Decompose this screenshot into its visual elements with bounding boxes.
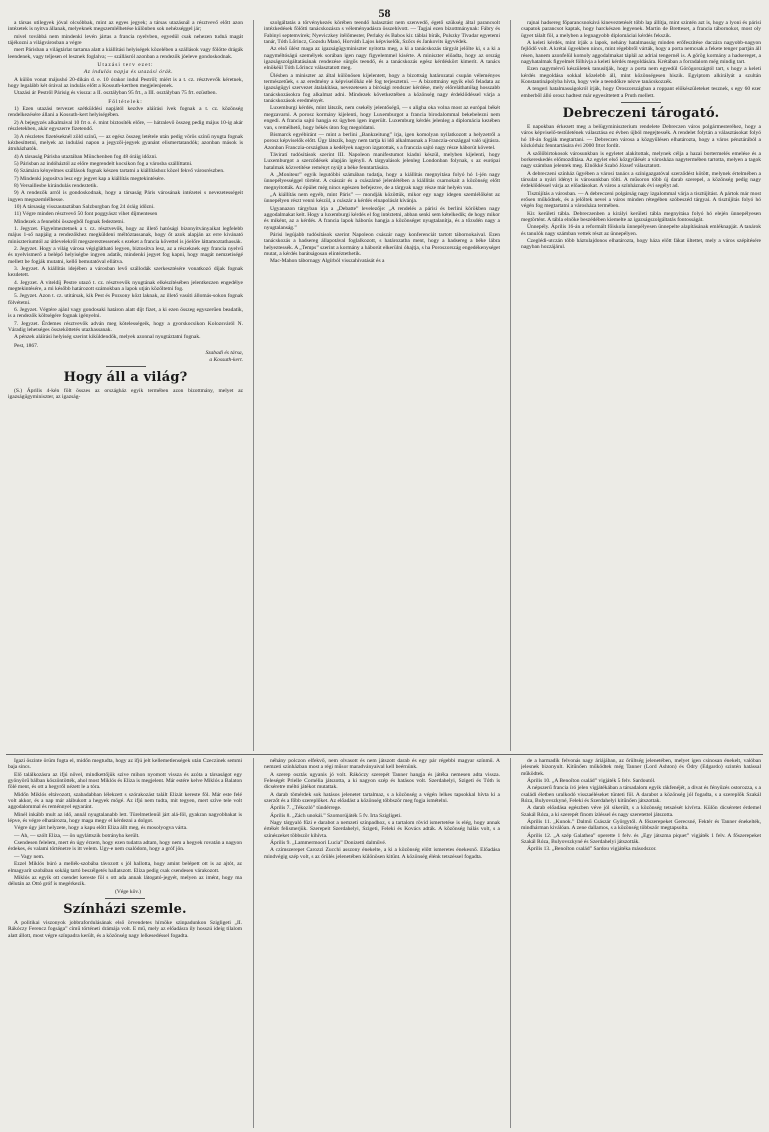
article-title: Debreczeni tárogató. (562, 106, 720, 122)
section-divider (6, 754, 763, 755)
paragraph: A debreczeni színház ügyében a városi tanács a színigazgatóval szerződést kötött, melynek értelmében a társulat a nyári idényt is városunkban tölti. A műsoron több új darab szerepel, a közönség pedig nagy érdeklődéssel várja az előadásokat. A város a színháznak évi segélyt ad. (521, 170, 761, 190)
continued-note: (Vége köv.) (115, 888, 141, 895)
paragraph: A külön vonat májushó 20-dikán d. e. 10 órakor indul Pestről; miért is a t. cz. résztvevők kéretnek, hogy legalább két órával az indulás előtt a Kossuth-kertben megjelenjenek. (8, 76, 243, 90)
condition-item: 5) Párisban az indóháztól az előre megrendelt kocsikon fog a városba szállíttatni. (14, 160, 193, 167)
paragraph: A „Moniteur” egyik legutóbbi számában tudatja, hogy a kiállítás megnyitása folyó hó 1-jén nagy ünnepélyességgel történt. A császár és a császárné jelenlétében a kiállítás csarnokait a közönség előtt megnyitották. Az épület még nincs egészen befejezve, de a tárgyak nagy része már helyén van. (264, 171, 500, 191)
paragraph: Mindezek a fennebbi összegből fognak fedeztetni. (14, 218, 125, 225)
paragraph: mert Párisban a világtárlat tartama alatt a kiállítási helyiségek közelében a szállások vagy fölötte drágák leendenek, vagy teljesen el lesznek foglalva; — szállásról azonban a rendezők jóeleve gondoskodnak. (8, 47, 243, 60)
performance-heading: Április 12. „A szép Galathea” operette 1 felv. és „Egy játszma piquet” vigjáték 1 felv. A főszerepeket Szakál Róza, Bulyovszkyné és Szerdahelyi játszották. (521, 832, 761, 846)
paragraph: mivel továbbá nem mindenki levén jártas a francia nyelvben, egyedül csak nehezen tudná magát tájékozni a világvárosban a végre (8, 33, 243, 47)
paragraph: Minél inkább mult az idő, annál nyugtalanabb lett. Türelmetlenül járt alá-föl, gyakran nagyobbakat is lépve, és végre elhatározta, hogy maga megy el kérdezni a dolgot. (8, 811, 242, 825)
divider (621, 102, 661, 103)
page-number: 58 (378, 6, 391, 20)
note: 1. Jegyzet. Figyelmeztetnek a t. cz. résztvevők, hogy az illető hatósági bizonyítványaikat legfelebb május 1-ső napjáig a rendezőkhez megküldeni méltóztassanak, hogy őt azok alapján az erre kivánató miniszteriumtól az útlevelekről megszereztessenek s ezeket a francia követtel is jóelőre láttamoztathassák. (8, 225, 243, 245)
performance-heading: Április 13. „Benoîton család” Sardou vigjátéka másodszor. (527, 846, 657, 853)
performance-heading: Április 8. „Zách unokái.” Szomorújáték 5 fv. Irta Szigligeti. (270, 812, 402, 819)
paragraph: Az első ülést maga az igazságügyminiszter nyitotta meg, a ki a tanácskozás tárgyát jelölte ki, s a ki a nagyméltóságú személyek sorában igen nagy figyelemmel kisérte. A miniszter előadta, hogy az ország igazságszolgáltatásának rendezése sürgős teendő, és a tanácskozás egész kérdéskört kimerít. A tanács elnökéül Tóth Lőrincz választatott meg. (264, 46, 500, 72)
paragraph: Ezen nagymérvű készületek tanusítják, hogy a porta nem egyedül Görögországtól tart, s hogy a keleti kérdés megoldása sokkal közelebb áll, mint közönségesen hiszik. Egyiptom alkirályát a szultán Konstantinápolyba hívta, hogy vele a teendőkre nézve tanácskozzék. (521, 66, 761, 86)
paragraph: Párisi legújabb tudósítások szerint Napoleon császár nagy konferenciát tartott tábornokaival. Ezen tanácskozás a hadsereg állapotával foglalkozott, s határozatba ment, hogy a hadsereg a béke lábra helyeztessék. A „Temps” szerint a kormány a háborút elkerülni óhajtja, s ha Poroszország engedékenységet mutat, a kérdés barátságosan elintéztethetik. (264, 232, 500, 258)
divider (105, 898, 145, 899)
signature: Szabadi és társa, (205, 350, 243, 357)
paragraph: Luxemburgi kérdés, mint látszik, nem csekély jelentőségű, — s aligha oka volna most az európai békét megzavarni. A porosz kormány kijelenti, hogy Luxemburgot a francia birodalommal bekebelezni nem engedi. A francia sajtó hangja ez ügyben igen ingerült. Luxemburg kérdés jelenleg a diplomácia kezében van, s remélhető, hogy békés úton fog megoldatni. (264, 105, 500, 131)
paragraph: A politikai viszonyok jobbrafordulásának első örvendetes hírnöke szinpadunkon Szigligeti „II. Rákóczy Ferencz fogsága” című történeti drámája volt. E mű, mely az előadásra ily hosszú ideig tilalom alatt állott, most végre színpadra került, és a közönség nagy lelkesedéssel fogadta. (8, 919, 242, 939)
section-subheading: Az indulás napja és utazási órák. (83, 69, 174, 76)
paragraph: Miklós az egyik ott csendet kereste föl s ott ada annak látogató-jegyét, melyen az imént, hogy ma délután az Ottó gróf is megérkezik. (8, 874, 242, 888)
paragraph: Végre úgy járt helyzete, hogy a kapu előtt Eliza állt meg, és mosolyogva várta. (14, 825, 188, 832)
paragraph: A tengeri hatalmasságokról írják, hogy Oroszországban a roppant előkészületeket tesznek, s egy 60 ezer emberből álló orosz hadtest már egyesíttetett a Pruth mellett. (521, 86, 761, 99)
paragraph: de a harmadik felvonás nagy áriájában, az őrültség jelenetében, melyet igen csinosan énekelt, valóban jelesnek bizonyult. Kitűnően működtek még Tanner (Lord Ashton) és Ódry (Edgardo) szintén hatással működtek. (521, 758, 761, 777)
column-divider (510, 20, 511, 751)
paragraph: A pénzek aláírási helyiség szerint kiküldendők, melyek azonnal nyugtáztatni fognak. (14, 334, 201, 341)
condition-item: 1) Ezen utazási tervezet szétküldési napjától kezdve aláírási ívek fognak a t. cz. közönség rendelkezésére állani a Kossuth-kert helyiségében. (8, 106, 243, 119)
article-title: Színházi szemle. (63, 901, 187, 917)
paragraph: A czímszerepet Carozzi Zucchi asszony énekelte, a ki a közönség előtt ismeretes énekesnő. Előadása mindvégig szép volt, s az őrülés jelenetében különösen kitűnt. A közönség élénk tetszéssel fogadta. (264, 847, 500, 860)
paragraph: A darab előadása egészben véve jól sikerült, s a közönség tetszését kivívta. Külön dicséretet érdemel Szakál Róza, a ki szerepét finom ízléssel és nagy szeretettel játszotta. (521, 805, 761, 818)
condition-item: 11) Végre minden résztvevő 50 font poggyászt vihet díjmentesen (14, 211, 158, 218)
column-bottom-middle (264, 758, 500, 1128)
note: 2. Jegyzet. Hogy a világ városa végiglátható legyen, biztosítva lesz, az a részeknek egy francia nyelvű és nyelvismerő a belépő helyiségbe ingyen adatik, mindenki jegyet fog kapni, hogy magát nemzetiségé mellett be fogják mutatni, kellő bemutatóval ellátva. (8, 246, 243, 265)
condition-item: 10) A társaság visszautaztában Salzburgban fog 24 óráig időzni. (14, 203, 155, 210)
place-date: Pest, 1867. (14, 342, 39, 349)
performance-heading: Április 7. „Tékozló” tündérrege. (270, 805, 342, 812)
column-divider (253, 758, 254, 1128)
paragraph: Utazási ár Pestről Párisig és vissza: a II. osztályban 95 frt., a III. osztályban 75 frt. ezüstben. (14, 90, 217, 97)
condition-item: 3) A részletes fizetéseknél zöld színű, — az egész összeg letétele után pedig vörös színű nyugta fognak kézbesíttetni, melyek az indulási napon a jegyzői-jegyek gyanánt elismertatandók; azonban mások is átruházhatók. (8, 133, 243, 153)
section-heading: Föltételek: (108, 98, 143, 105)
paragraph: A szőlőbirtokosok városunkban is egyletet alakítottak, melynek célja a hazai bortermelés emelése és a borkereskedés előmozdítása. Az egylet első közgyűlését a városháza nagytermében tartotta, melyen a tagok nagy számban jelentek meg. Elnökké Szabó József választatott. (521, 150, 761, 170)
performance-heading: Április 11. „Kunok.” Dalmű Császár Györgytől. A főszerepeket Gerecsné, Fektér és Tanner énekelték, mindhárman kiválóan. A zene dallamos, s a közönség többször megtapsolta. (521, 819, 761, 832)
paragraph: Elő találkozásra az ifjú nővel, mindkettőjük szive mihon nyomott vissza és azóta a társaságot egy gyönyörű bálban köszöntötték, ahol most Miklós és Eliza is megjelent. Már estére kelve Miklós a Balaton fölé ment, és ott a hegyről nézett le a tóra. (8, 771, 242, 791)
paragraph: Midőn Miklós eltávozott, szabadabban lélekzett s szórakozást talált Elizát kereste föl. Már este felé volt akkor, és a nap már alábukott a hegyek mögé. Az ifjú nem tudta, mit tegyen, mert szíve tele volt aggodalommal és reménnyel egyaránt. (8, 791, 242, 811)
condition-item: 8) Versaillesbe kirándulás rendeztetik. (14, 182, 98, 189)
note: 4. Jegyzet. A viteldíj Pestre utazó t. cz. résztvevők nyugtának elkészítésében jelentkezzen engedélye megtekintésére, a mi később határozott számokban a lapok utján közöltetni fog. (8, 279, 243, 293)
column-bottom-right (521, 758, 761, 1128)
paragraph: A keleti kérdés, mint írják a lapok, nehány hatalmasság minden erőfeszítése daczára nagyobb-nagyon fejlődő volt. A krétai ügyekben nincs, mint régebbről várták, hogy a porta nemcsak a fekete tenger partján áll résen, hanem azonfelül komoly aggodalmakat táplál az adriai tengernél is. A görög kormány a hadsereget, a nagyhatalmak figyelmét fölhívja a keleti kérdés megoldására. Krétában a forradalom még mindig tart. (521, 40, 761, 66)
column-bottom-left (8, 758, 242, 1128)
paragraph: — Vagy nem. (14, 853, 45, 860)
signature: a Kossuth-kert. (209, 356, 243, 363)
section-heading: Utazási terv ezet: (97, 62, 154, 69)
condition-item: 7) Mindenki jogosítva lesz egy jegyet kap a kiállítás megtekintésére. (14, 175, 165, 182)
condition-item: 6) Számára kényelmes szállások fognak készen tartatni a kiállításhoz közel fekvő városrészben. (14, 168, 225, 175)
paragraph: Ezzel Miklós búró a mellék-szobába távozott s jól hallotta, hogy amint belépett ott is az ajtót, az elmagyarít szobában sokáig tartó beszélgetés hallatszott. Eliza pedig csak csendesen várakozott. (8, 861, 242, 874)
paragraph: — Ah, — szólt Eliza, — ön ugyláttszik botrányba került. (14, 832, 140, 839)
performance-heading: Április 10. „A Benoîton család” vigjáték 5 felv. Sardoutól. (527, 778, 656, 785)
paragraph: A népszerű francia író jelen vigjátékában a társadalom egyik rákfenéjét, a divat és fényűzés ostorozza, s a családi életben uralkodó visszaéléseket tünteti föl. A darabot a közönség jól fogadta, s a szereplők Szakál Róza, Bulyovszkyné, Feleki és Szerdahelyi kitűnően játszottak. (521, 785, 761, 805)
paragraph: Csendesen felelem, mert én úgy érzem, hogy ezen tudatra adtam, hogy nem a hegyek rovatán a nagyon érdekes, és valami történetre is itt velem. Ugy-e nem csalódom, hogy a gróf jön. (8, 840, 242, 853)
paragraph: Bismarck egyébiránt — mint a berlini „Bankzeitung” irja, igen komolyan nyilatkozott a helyzetről a porosz képviselők előtt. Úgy látszik, hogy nem tartja ki idő alkalmasnak a Franczia-országgal való ujjtásra. Azonban Franczia-országban a kedélyek nagyon izgatottak, s a franczia sajtó nagy része háborút követel. (264, 131, 500, 151)
note: 5. Jegyzet. Azon t. cz. utitársak, kik Pest és Pozsony közt laknak, az illető vasúti állomás-sokon fognak fölvétetni. (8, 293, 243, 306)
paragraph: (S.) Április 4-kén fölt összes az országház egyik termében azon bizottmány, melyet az igazságügyminiszter, az igazság- (8, 387, 243, 401)
note: 6. Jegyzet. Végtére ajánl vagy gondosaki határon alatt díjt fizet, a ki ezen összeg egyszerűen beadatik, is a rendezők költségére fognak igényelni. (8, 307, 243, 320)
article-title: Hogy áll a világ? (63, 369, 188, 385)
divider (106, 366, 146, 367)
condition-item: 4) A társaság Párisba utaztában Münchenben fog 48 óráig időzni. (14, 153, 158, 160)
paragraph: rajnai hadsereg főparancsnokává kineveztetését több lap állítja, mint szintén azt is, hogy a lyoni és párisi csapatok parancsot kaptak, hogy harckészen legyenek. Martin de Bretteset, a francia tábornokot, most oly ügyet tálalt föl, a melyben a legnagyobb diplomáciai kérdés fekszik. (521, 20, 761, 39)
column-top-middle (264, 20, 500, 751)
paragraph: Kir. kerületi tábla. Debreczenben a királyi kerületi tábla megnyitása folyó hó elején ünnepélyesen megtörtént. A tábla elnöke beszédében kiemelte az igazságszolgáltatás fontosságát. (521, 210, 761, 223)
paragraph: szolgáltatás a törvénykezés körében teendő halasztást nem szenvedő, égető szükség által parancsolt intézkedések fölötti tanácskozásra s véleményadásra összehívott. — Tagjai ezen bizottmánynak: Fábry és Fabinyi septemvirek; Nyeviczkey ítélőmester, Perlaky és Babos kir. táblai bírák, Pulszky Tivadar egyetemi tanár, Tóth Lőrincz, Gozsdu Manó, Horváth Lajos képviselők, Szőcs és Jankovits ügyvédek. (264, 20, 500, 46)
condition-item: 2) A bejegyzés alkalmával 10 frt o. é. mint biztosíték előre, — hátralevő összeg pedig május 10-ig akár részletekben, akár egyszerre fizetendő. (8, 119, 243, 133)
paragraph: Czeglédi-utczán több háztulajdonos elhatározta, hogy háza előtt fákat ültettet, mely a város szépítésére nagyban hozzájárul. (521, 237, 761, 251)
paragraph: Ugyanazon tárgyban írja a „Debatte” levelezője: „A rendelés a párisi és berlini körökben nagy aggodalmakat kelt. Hogy a luxemburgi kérdés el fog intéztetni, abban senki sem kételkedik; de hogy mikor és miként, az a kérdés. A francia lapok háborús hangja a közönséget nyugtalanítja, és a tőzsdén nagy a nyugtalanság.” (264, 205, 500, 231)
paragraph: néhány polczon elfekvő, nem olvasott és nem játszott darab és egy pár régebbi magyar színmű. A nemzeti színházban most a régi műsor maradványaival kell beérnünk. (264, 758, 500, 771)
note: 7. Jegyzet. Érdemes résztvevők adván meg kötelességeik, hogy a gyorskocsikon Kolozsváról N. Váradig lehetséges összeköttetés utazhassanak. (8, 320, 243, 334)
paragraph: Ünnepély. Április 16-án a reformált főiskola ünnepélyesen ünnepelte alapításának emléknapját. A tanárok és tanulók nagy számban vettek részt az ünnepélyen. (521, 224, 761, 237)
paragraph: Táviratí tudósítások szerint III. Napoleon manifestumot kiadni készül, melyben kijelenti, hogy Luxemburgot a szerződések alapján igényli. A tárgyalások jelenleg Londonban folynak, s az európai hatalmak közvetítése reményt nyújt a béke fenntartására. (264, 151, 500, 171)
condition-item: 9) A rendezők arról is gondoskodnak, hogy a társaság Páris városának intézetei s nevezetességeit ingyen megszemlélhesse. (8, 190, 243, 203)
column-divider (510, 758, 511, 1128)
paragraph: a társas utilegyek jóval olcsóbbak, mint az egyes jegyek; a társas utazásnál a résztvevő előtt azon intézetek is nyitva állanak, melyeknek megszemlélhetése különben sok nehézséggel jár; (8, 20, 243, 33)
note: 3. Jegyzet. A kiállítás idejében a városban levő szállodák szerkesztésére vonatkozó díjak fognak kezdetett. (8, 266, 243, 279)
paragraph: Ülésben a miniszter az által különösen kijelentett, hogy a bizottság határozatai csupán véleményes természetűek, s az eredmény a képviselőház elé fog terjesztetni. — A bizottmány egyik első feladata az igazságügyi szervezet átalakítása, nevezetesen a bírósági rendszer kérdése, mely előreláthatólag hosszabb tanácskozásokra fog alkalmat adni. Mindezek következtében a közönség nagy érdeklődéssel várja a tanácskozások eredményét. (264, 72, 500, 105)
performance-heading: Április 9. „Lammermoori Lucia” Donizetti dalművé. (270, 840, 387, 847)
column-divider (253, 20, 254, 751)
paragraph: A darab tömérdek sok hatásos jelenetet tartalmaz, s a közönség a végén lelkes tapsokkal hívta ki a szerzőt és a főbb szereplőket. Az előadást a közönség többször meg fogja ismételni. (264, 791, 500, 805)
paragraph: Igazi öszinte örüm fogta el, midőn megtudta, hogy az ifjú jelt kellemetlenségek után Czeczinek semmi baja sincs. (8, 758, 242, 771)
paragraph: A szerep osztás ugyanis jó volt. Rákóczy szerepét Tanner hangja és játéka nemesen adta vissza. Feleségét Prielle Cornélia játszotta, a ki nagyon szép és hatásos volt. Szerdahelyi, Szigeti és Tóth is dicséretre méltó játékot mutattak. (264, 771, 500, 791)
paragraph: Tisztújítás a városban. — A debreczeni polgárság nagy izgalommal várja a tisztújítást. A pártok már most erősen működnek, és a jelöltek nevei a város minden rétegében szóbeszéd tárgyai. A tisztújítás folyó hó végén fog megtartatni a városháza termében. (521, 190, 761, 210)
column-top-left (8, 20, 243, 751)
paragraph: Mac-Mahon tábornagy Algírból visszahívatását és a (270, 258, 385, 265)
paragraph: „A kiállítás nem egyéb, mint Páris” — mondják közöttük, mikor egy nagy idegen szemlélőként az ünnepélyen részt venni készül, a császár a kérdés elnapolását kívánja. (264, 191, 500, 205)
paragraph: E napokban érkezett meg a belügyminiszterium rendelete Debreczen város polgármesteréhez, hogy a város képviselő-testületének választása ez évben újból megejtessék. A rendelet folytán a választásokat folyó hó 18-án fogják megtartani. — Debreczen városa a közgyűlésen elhatározta, hogy a város pénztárából a közkórház fenntartására évi 2000 frtot fordít. (521, 124, 761, 150)
column-top-right (521, 20, 761, 751)
paragraph: Nagy tárgyaló fűzi e darabot a nemzeti színpadhoz, s a tartalom rövid ismertetése is elég, hogy annak értékét felismerjük. Szerepeit Szerdahelyi, Szigeti, Feleki és Kovács adták. A közönség hálás volt, s a színészeket többször kihívta. (264, 820, 500, 839)
